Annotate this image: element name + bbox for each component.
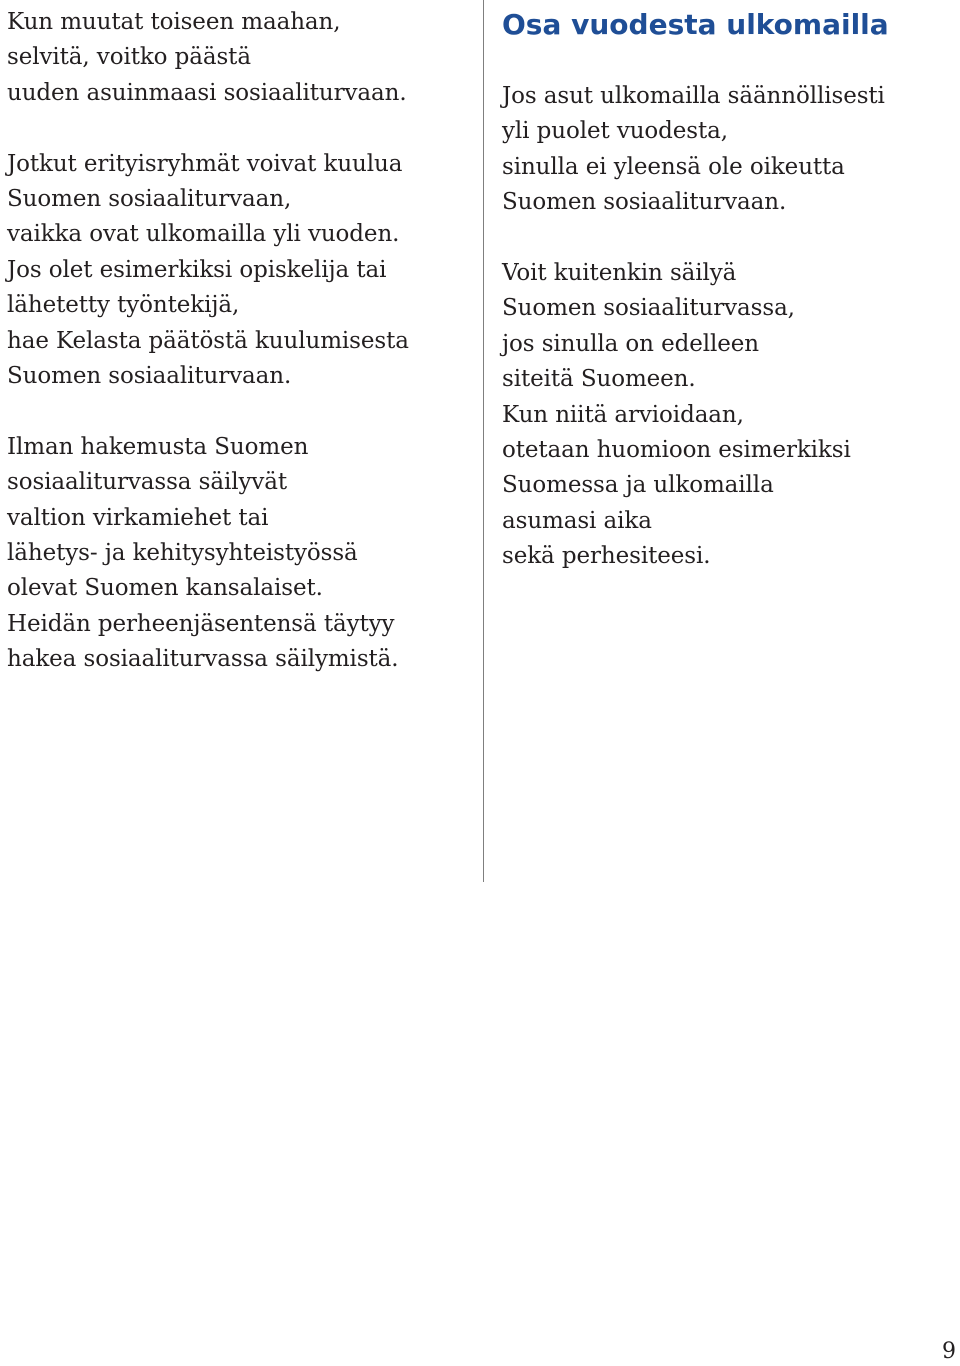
paragraph-without-application (7, 430, 472, 678)
page-number: 9 (942, 1339, 956, 1364)
text-line: Kun niitä arvioidaan, (502, 401, 744, 428)
text-line: olevat Suomen kansalaiset. (7, 575, 323, 602)
text-line: Jotkut erityisryhmät voivat kuulua (7, 150, 403, 177)
text-line: selvitä, voitko päästä (7, 44, 251, 71)
text-line: asumasi aika (502, 507, 652, 534)
text-line: hakea sosiaaliturvassa säilymistä. (7, 646, 399, 673)
text-line: Jos asut ulkomailla säännöllisesti (502, 83, 885, 109)
paragraph-spacer (502, 221, 952, 256)
paragraph-living-abroad (502, 79, 952, 221)
text-line: Voit kuitenkin säilyä (502, 260, 737, 287)
text-line: Suomen sosiaaliturvaan. (7, 363, 292, 390)
text-line: Suomen sosiaaliturvaan, (7, 186, 292, 213)
text-line: uuden asuinmaasi sosiaaliturvaan. (7, 79, 407, 106)
left-column (7, 5, 472, 678)
paragraph-move-abroad (7, 5, 472, 111)
paragraph-retain-coverage (502, 256, 952, 575)
text-line: valtion virkamiehet tai (7, 504, 269, 531)
column-divider (483, 0, 484, 882)
paragraph-special-groups (7, 147, 472, 395)
text-line: Suomen sosiaaliturvaan. (502, 189, 787, 216)
text-line: otetaan huomioon esimerkiksi (502, 437, 851, 464)
section-heading: Osa vuodesta ulkomailla (502, 8, 889, 41)
text-line: jos sinulla on edelleen (502, 330, 759, 357)
text-line: lähetetty työntekijä, (7, 292, 240, 319)
text-line: sinulla ei yleensä ole oikeutta (502, 153, 845, 180)
text-line: Jos olet esimerkiksi opiskelija tai (7, 256, 387, 283)
text-line: sekä perhesiteesi. (502, 543, 711, 570)
text-line: hae Kelasta päätöstä kuulumisesta (7, 327, 409, 354)
text-line: vaikka ovat ulkomailla yli vuoden. (7, 221, 400, 248)
right-column (502, 5, 952, 575)
text-line: Ilman hakemusta Suomen (7, 433, 309, 460)
text-line: Kun muutat toiseen maahan, (7, 9, 341, 35)
text-line: Suomessa ja ulkomailla (502, 472, 774, 499)
paragraph-spacer (7, 394, 472, 429)
text-line: sosiaaliturvassa säilyvät (7, 469, 288, 496)
text-line: Heidän perheenjäsentensä täytyy (7, 610, 395, 637)
text-line: siteitä Suomeen. (502, 366, 696, 393)
text-line: Suomen sosiaaliturvassa, (502, 295, 795, 322)
text-line: yli puolet vuodesta, (502, 118, 728, 145)
paragraph-spacer (7, 111, 472, 146)
text-line: lähetys- ja kehitysyhteistyössä (7, 540, 358, 567)
